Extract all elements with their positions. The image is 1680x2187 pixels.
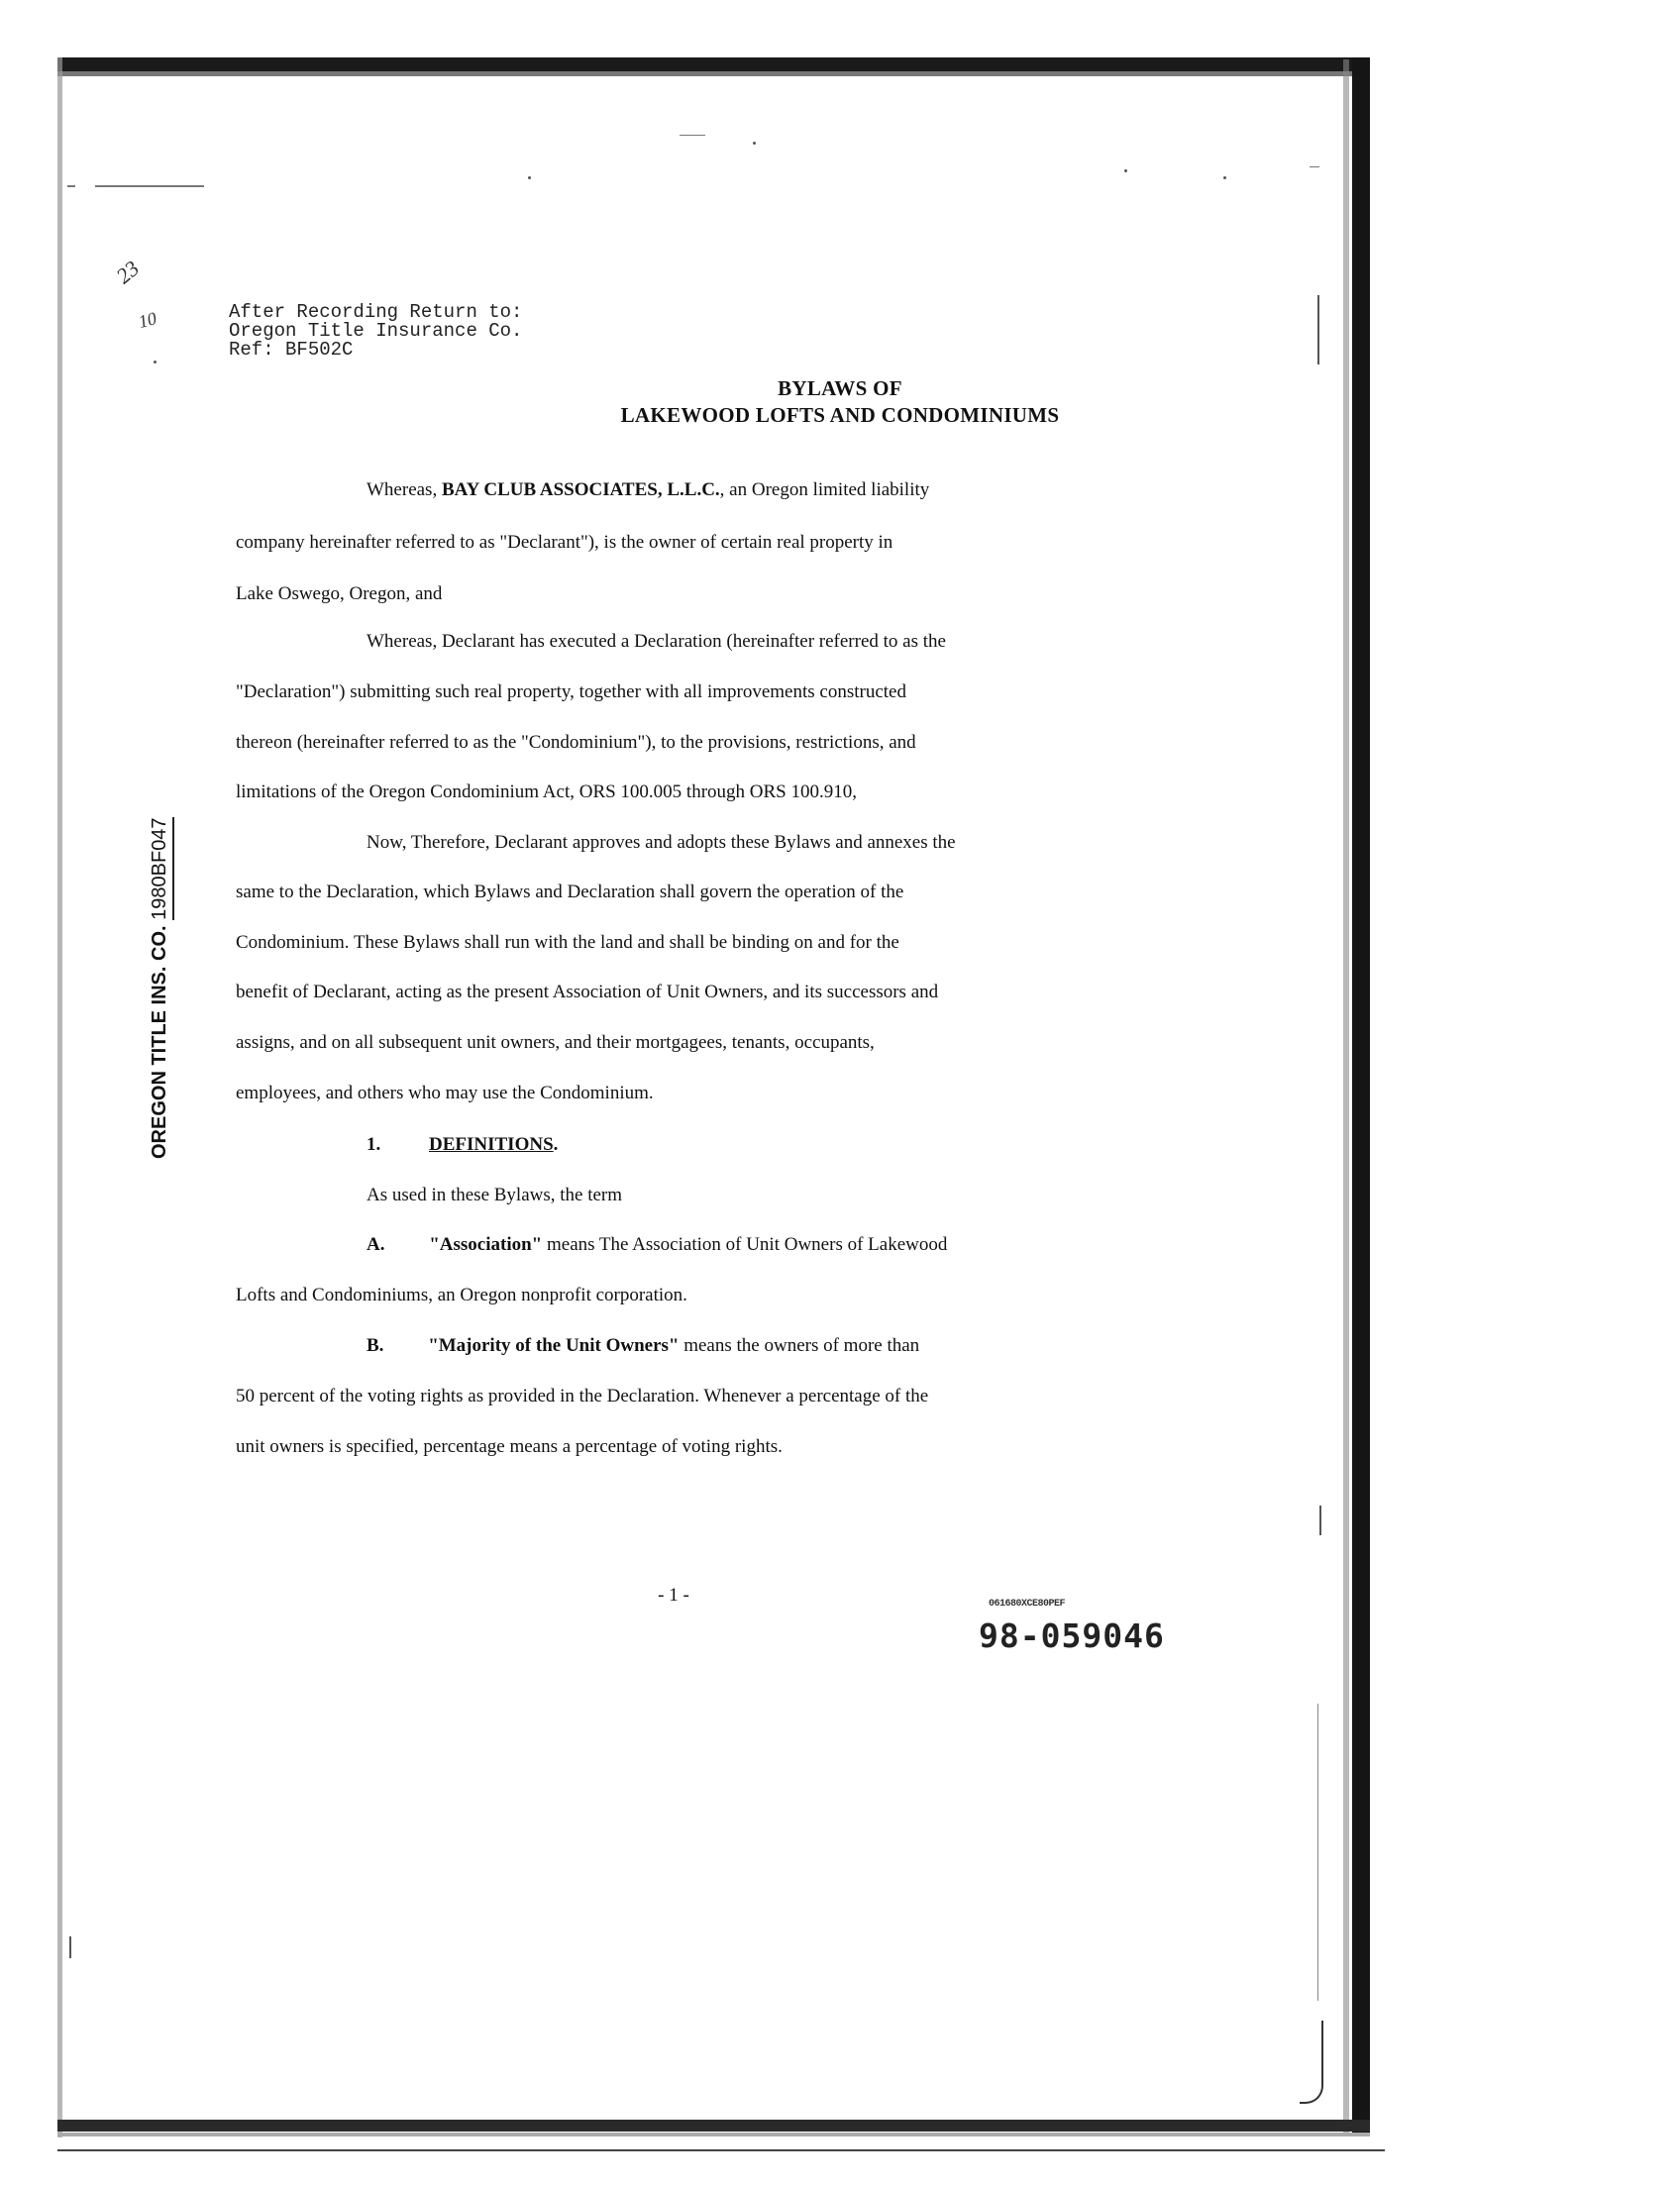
- text-run: , an Oregon limited liability: [719, 479, 930, 500]
- scan-speck: [154, 361, 157, 364]
- side-recording-stamp: [149, 817, 171, 1159]
- defined-term: "Majority of the Unit Owners": [428, 1335, 680, 1356]
- scan-bottom-line: [57, 2149, 1385, 2151]
- text-run: means the owners of more than: [679, 1335, 920, 1356]
- body-line: limitations of the Oregon Condominium Act, ORS 100.005 through ORS 100.910,: [236, 781, 857, 802]
- body-line: 50 percent of the voting rights as provided in the Declaration. Whenever a percentage of the: [236, 1386, 929, 1406]
- scan-border-bottom: [57, 2120, 1370, 2132]
- scan-border-top: [57, 57, 1367, 71]
- body-line: same to the Declaration, which Bylaws and Declaration shall govern the operation of the: [236, 882, 904, 902]
- body-line: company hereinafter referred to as "Declarant"), is the owner of certain real property in: [236, 532, 893, 553]
- scan-border-bottom-shadow: [57, 2133, 1370, 2136]
- recording-code: 061680XCE80PEF: [989, 1599, 1066, 1610]
- definition-label: A.: [367, 1234, 385, 1255]
- document-title-line-2: LAKEWOOD LOFTS AND CONDOMINIUMS: [620, 403, 1060, 427]
- handwritten-mark: 23: [111, 255, 145, 289]
- scan-speck: [1223, 176, 1226, 179]
- body-line: Condominium. These Bylaws shall run with the land and shall be binding on and for the: [236, 932, 899, 953]
- body-line: Lofts and Condominiums, an Oregon nonprofit corporation.: [236, 1285, 687, 1305]
- body-line: Whereas, Declarant has executed a Declaration (hereinafter referred to as the: [367, 631, 946, 652]
- handwritten-mark: 10: [136, 308, 159, 333]
- scan-dash: [1310, 166, 1319, 167]
- margin-stroke: [1317, 1704, 1318, 2001]
- body-line: Lake Oswego, Oregon, and: [236, 583, 443, 604]
- margin-stroke: [1317, 295, 1319, 364]
- body-line: thereon (hereinafter referred to as the "Condominium"), to the provisions, restrictions, and: [236, 732, 916, 753]
- scan-speck: [528, 176, 531, 179]
- defined-term: "Association": [429, 1234, 543, 1255]
- return-line: Oregon Title Insurance Co.: [229, 320, 523, 342]
- scan-dash: [67, 185, 75, 187]
- body-line: As used in these Bylaws, the term: [367, 1185, 623, 1205]
- stamp-company: OREGON TITLE INS. CO.: [149, 925, 170, 1159]
- text-run: means The Association of Unit Owners of Lakewood: [542, 1234, 948, 1255]
- page-number: - 1 -: [658, 1585, 689, 1606]
- section-title: DEFINITIONS: [429, 1134, 554, 1155]
- scan-speck: [1124, 169, 1127, 172]
- margin-stroke: [1319, 1506, 1321, 1535]
- stamp-number: 1980BF047: [149, 817, 174, 919]
- declarant-name: BAY CLUB ASSOCIATES, L.L.C.: [441, 479, 720, 500]
- scan-border-right-shadow: [1343, 59, 1349, 2135]
- return-address-block: [229, 303, 522, 360]
- body-line: unit owners is specified, percentage means a percentage of voting rights.: [236, 1436, 783, 1457]
- scan-border-left: [57, 57, 62, 2137]
- body-line: Now, Therefore, Declarant approves and adopts these Bylaws and annexes the: [367, 832, 956, 853]
- scan-speck: [753, 142, 756, 145]
- text-run: Whereas,: [367, 479, 442, 500]
- body-line: benefit of Declarant, acting as the present Association of Unit Owners, and its successors and: [236, 982, 939, 1002]
- body-line: "Declaration") submitting such real property, together with all improvements constructed: [236, 681, 906, 702]
- margin-stroke: [69, 1936, 71, 1958]
- recording-number: 98-059046: [979, 1616, 1165, 1655]
- definition-a: [367, 1234, 947, 1256]
- definition-label: B.: [367, 1335, 384, 1356]
- section-period: .: [553, 1134, 559, 1155]
- section-heading: [367, 1134, 558, 1156]
- return-line: Ref: BF502C: [229, 339, 354, 361]
- return-line: After Recording Return to:: [229, 301, 523, 323]
- body-line: employees, and others who may use the Condominium.: [236, 1083, 654, 1103]
- scan-border-top-shadow: [57, 71, 1367, 76]
- scan-dash: [95, 185, 204, 187]
- scan-dash: [680, 135, 705, 136]
- definition-b: [367, 1335, 919, 1357]
- scan-border-right: [1352, 57, 1370, 2135]
- body-line: assigns, and on all subsequent unit owners, and their mortgagees, tenants, occupants,: [236, 1032, 875, 1053]
- document-title-line-1: BYLAWS OF: [778, 376, 902, 400]
- body-line: [367, 479, 929, 501]
- section-number: 1.: [367, 1134, 381, 1155]
- margin-bracket: [1300, 2021, 1323, 2104]
